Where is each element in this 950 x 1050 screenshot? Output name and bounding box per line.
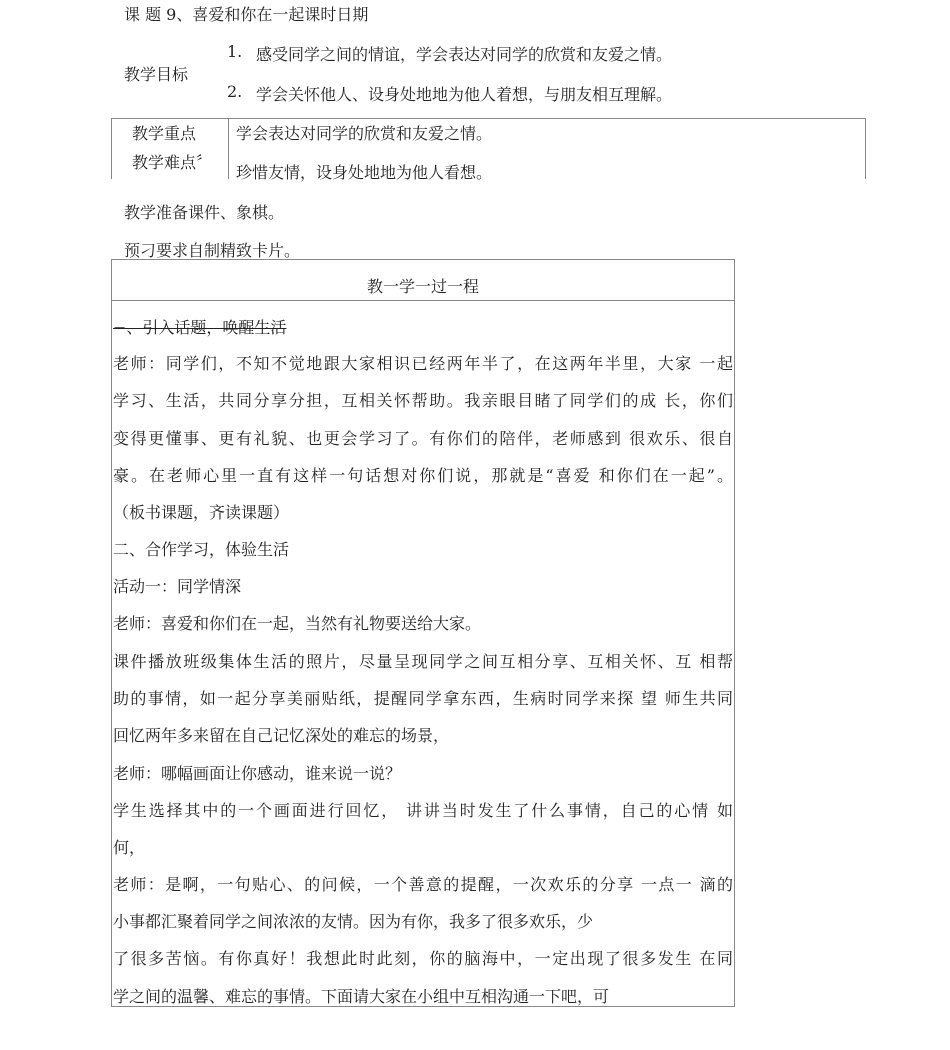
paragraph-line: 助的事情，如一起分享美丽贴纸，提醒同学拿东西，生病时同学来探 望 师生共同 bbox=[113, 689, 733, 708]
teaching-process-table bbox=[111, 259, 735, 1007]
paragraph-line: 学生选择其中的一个画面进行回忆， 讲讲当时发生了什么事情，自己的心情 如 bbox=[113, 801, 733, 820]
paragraph-line: 学之间的温馨、难忘的事情。下面请大家在小组中互相沟通一下吧，可 bbox=[113, 987, 610, 1006]
goal-number: 2. bbox=[227, 82, 243, 101]
goal-text: 学会关怀他人、设身处地地为他人着想，与朋友相互理解。 bbox=[256, 85, 673, 104]
section-heading: 二、合作学习，体验生活 bbox=[113, 540, 290, 559]
paragraph-line: 何， bbox=[113, 838, 146, 857]
lesson-title: 课 题 9、喜爱和你在一起课时日期 bbox=[124, 5, 369, 24]
process-title: 教一学一过一程 bbox=[366, 277, 479, 296]
activity-heading: 活动一：同学情深 bbox=[113, 577, 242, 596]
paragraph-line: 老师：是啊，一句贴心、的问候，一个善意的提醒，一次欢乐的分享 一点一 滴的 bbox=[113, 875, 733, 894]
key-point-value: 学会表达对同学的欣赏和友爱之情。 bbox=[236, 124, 493, 143]
section-heading: −、引入话题，唤醒生活 bbox=[113, 318, 287, 337]
paragraph-line: 老师：喜爱和你们在一起，当然有礼物要送给大家。 bbox=[113, 614, 482, 633]
teaching-preparation: 教学准备课件、象棋。 bbox=[124, 203, 285, 222]
goal-number: 1. bbox=[227, 42, 243, 61]
paragraph-line: 课件播放班级集体生活的照片，尽量呈现同学之间互相分享、互相关怀、互 相帮 bbox=[113, 652, 733, 671]
paragraph-line: 老师：哪幅画面让你感动，谁来说一说？ bbox=[113, 764, 402, 783]
paragraph-line: 小事都汇聚着同学之间浓浓的友情。因为有你，我多了很多欢乐，少 bbox=[113, 912, 594, 931]
teaching-goals-label: 教学目标 bbox=[124, 65, 189, 84]
paragraph-line: 豪。在老师心里一直有这样一句话想对你们说，那就是“喜爱 和你们在一起”。 bbox=[113, 466, 733, 485]
preview-requirement: 预刁要求自制精致卡片。 bbox=[124, 241, 301, 260]
difficult-point-label: 教学难点〞 bbox=[132, 153, 213, 172]
process-header bbox=[112, 260, 734, 301]
paragraph-line: （板书课题，齐读课题） bbox=[113, 503, 290, 522]
paragraph-line: 了很多苦恼。有你真好！我想此时此刻，你的脑海中，一定出现了很多发生 在同 bbox=[113, 949, 733, 968]
key-point-label: 教学重点 bbox=[132, 124, 197, 143]
paragraph-line: 回忆两年多来留在自己记忆深处的难忘的场景， bbox=[113, 726, 450, 745]
paragraph-line: 老师：同学们，不知不觉地跟大家相识已经两年半了，在这两年半里，大家 一起 bbox=[113, 354, 733, 373]
difficult-point-value: 珍惜友情，设身处地地为他人看想。 bbox=[236, 163, 493, 182]
column-divider bbox=[228, 119, 229, 179]
paragraph-line: 学习、生活，共同分享分担，互相关怀帮助。我亲眼目睹了同学们的成 长，你们 bbox=[113, 391, 733, 410]
goal-text: 感受同学之间的情谊，学会表达对同学的欣赏和友爱之情。 bbox=[256, 45, 673, 64]
key-points-box bbox=[111, 118, 866, 182]
paragraph-line: 变得更懂事、更有礼貌、也更会学习了。有你们的陪伴，老师感到 很欢乐、很自 bbox=[113, 429, 733, 448]
